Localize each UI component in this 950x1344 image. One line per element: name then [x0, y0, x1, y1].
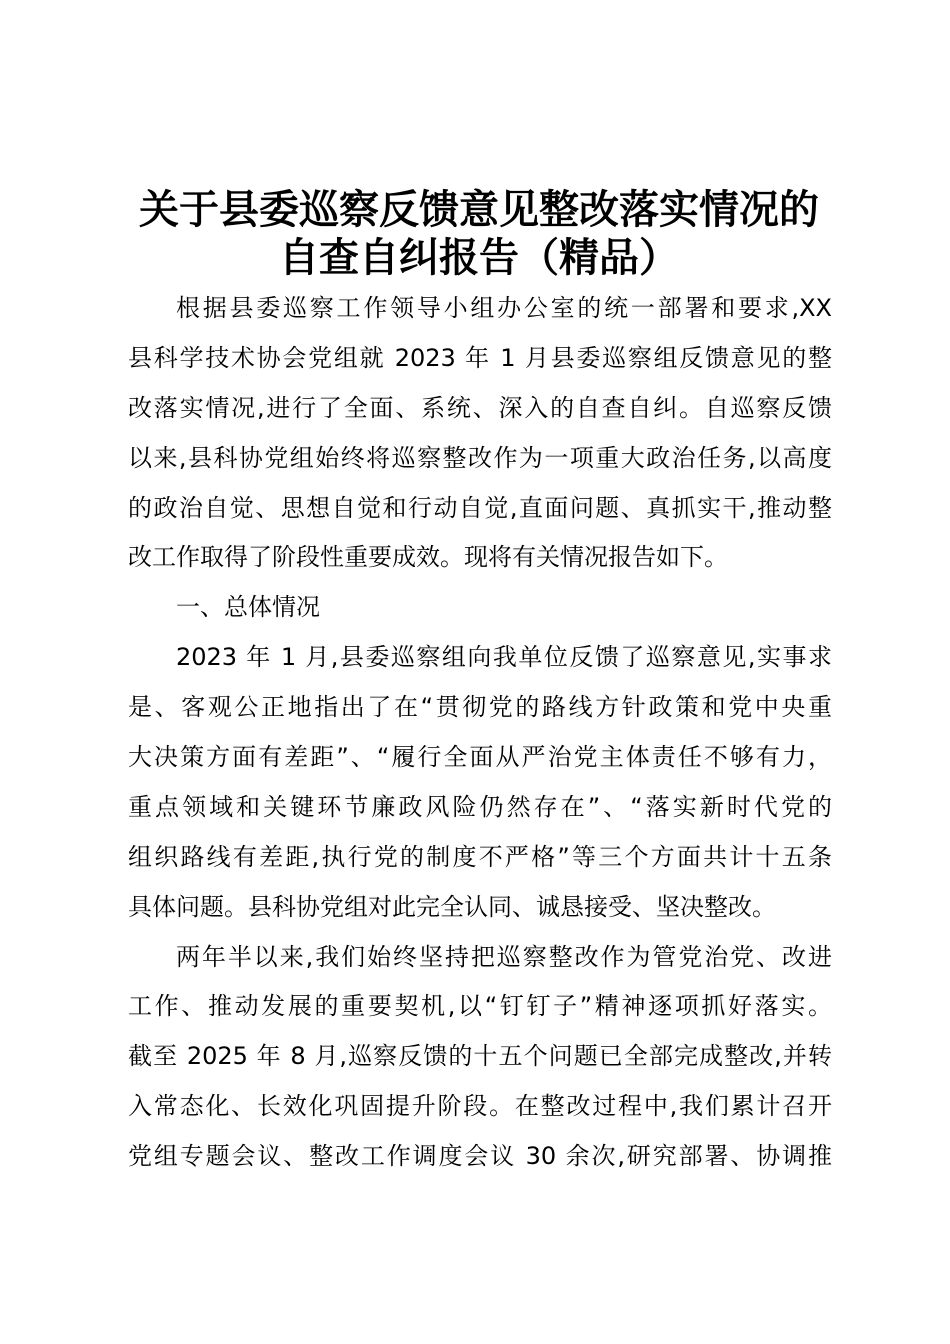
paragraph-line: 大决策方面有差距”、“履行全面从严治党主体责任不够有力，	[128, 743, 832, 772]
paragraph-line: 重点领域和关键环节廉政风险仍然存在”、“落实新时代党的	[128, 792, 832, 821]
paragraph-first-line: 两年半以来,我们始终坚持把巡察整改作为管党治党、改进	[176, 942, 832, 971]
paragraph-line: 组织路线有差距,执行党的制度不严格”等三个方面共计十五条	[128, 842, 832, 871]
title-line: 自查自纠报告（精品）	[279, 234, 679, 281]
paragraph-line: 改落实情况,进行了全面、系统、深入的自查自纠。自巡察反馈	[128, 393, 832, 422]
paragraph-line: 县科学技术协会党组就 2023 年 1 月县委巡察组反馈意见的整	[128, 343, 832, 372]
paragraph-line: 工作、推动发展的重要契机,以“钉钉子”精神逐项抓好落实。	[128, 992, 832, 1021]
paragraph-line: 改工作取得了阶段性重要成效。现将有关情况报告如下。	[128, 543, 728, 572]
document-title	[120, 186, 838, 282]
document-body	[128, 284, 832, 1182]
paragraph-line: 入常态化、长效化巩固提升阶段。在整改过程中,我们累计召开	[128, 1092, 832, 1121]
paragraph-line: 党组专题会议、整改工作调度会议 30 余次,研究部署、协调推	[128, 1142, 832, 1171]
paragraph-line: 以来,县科协党组始终将巡察整改作为一项重大政治任务,以高度	[128, 443, 832, 472]
paragraph-line: 是、客观公正地指出了在“贯彻党的路线方针政策和党中央重	[128, 693, 832, 722]
title-line: 关于县委巡察反馈意见整改落实情况的	[139, 186, 819, 233]
paragraph-line: 截至 2025 年 8 月,巡察反馈的十五个问题已全部完成整改,并转	[128, 1042, 832, 1071]
paragraph-first-line: 根据县委巡察工作领导小组办公室的统一部署和要求,XX	[176, 294, 832, 322]
paragraph-line: 的政治自觉、思想自觉和行动自觉,直面问题、真抓实干,推动整	[128, 493, 832, 522]
paragraph-first-line: 一、总体情况	[176, 593, 320, 622]
paragraph-line: 具体问题。县科协党组对此完全认同、诚恳接受、坚决整改。	[128, 892, 776, 921]
paragraph-first-line: 2023 年 1 月,县委巡察组向我单位反馈了巡察意见,实事求	[176, 643, 832, 672]
